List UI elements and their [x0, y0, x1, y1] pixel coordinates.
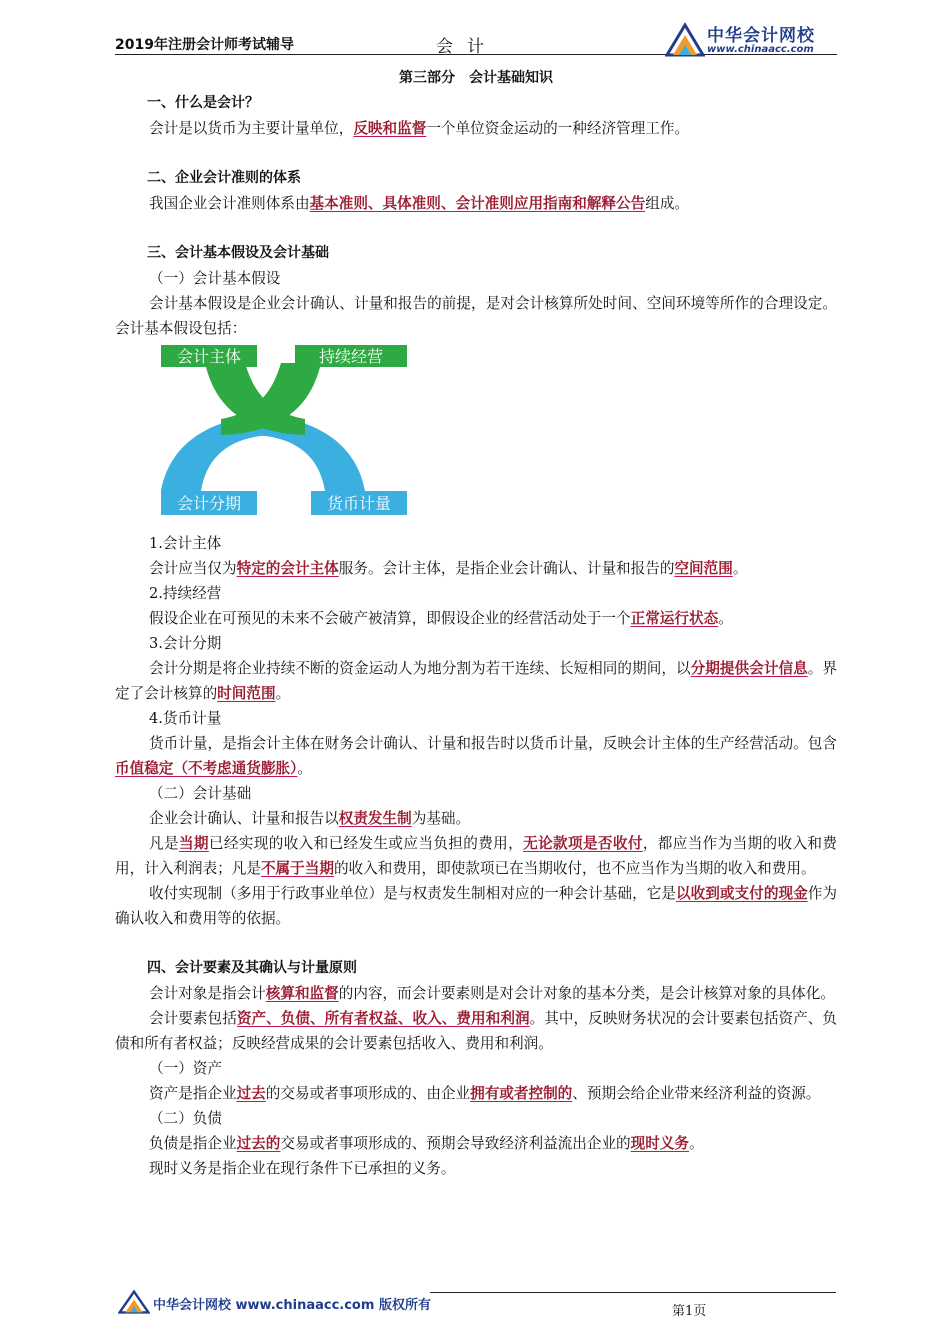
emphasis-text: 拥有或者控制的 [470, 1085, 573, 1102]
paragraph: 收付实现制（多用于行政事业单位）是与权责发生制相对应的一种会计基础，它是以收到或支付的现金作为确认收入和费用等的依据。 [115, 885, 837, 927]
label-bottom-right: 货币计量 [326, 494, 392, 513]
paragraph: 现时义务是指企业在现行条件下已承担的义务。 [149, 1160, 456, 1177]
logo-url: www.chinaacc.com [707, 44, 814, 55]
paragraph: 会计基本假设是企业会计确认、计量和报告的前提，是对会计核算所处时间、空间环境等所作的合理设定。会计基本假设包括： [115, 295, 837, 337]
label-top-right: 持续经营 [318, 347, 384, 366]
emphasis-text: 过去的 [236, 1135, 281, 1152]
paragraph: 会计应当仅为特定的会计主体服务。会计主体，是指企业会计确认、计量和报告的空间范围。 [149, 560, 748, 577]
footer-logo-icon [118, 1290, 150, 1314]
subsection-heading: （一）资产 [149, 1060, 222, 1077]
emphasis-text: 基本准则、具体准则、会计准则应用指南和解释公告 [309, 195, 646, 212]
emphasis-text: 正常运行状态 [630, 610, 719, 627]
assumptions-diagram-graphic [115, 341, 837, 531]
label-top-left: 会计主体 [176, 347, 242, 366]
paragraph: 会计是以货币为主要计量单位，反映和监督一个单位资金运动的一种经济管理工作。 [149, 120, 690, 137]
subsection-heading: （一）会计基本假设 [149, 270, 281, 287]
footer-rule [430, 1292, 836, 1293]
section-heading: 三、会计基本假设及会计基础 [147, 245, 329, 261]
page-number: 第1页 [672, 1304, 707, 1319]
logo-name: 中华会计网校 [707, 26, 815, 46]
section-heading: 二、企业会计准则的体系 [147, 170, 301, 186]
item-title: 1.会计主体 [149, 535, 222, 552]
paragraph: 企业会计确认、计量和报告以权责发生制为基础。 [149, 810, 471, 827]
paragraph: 会计分期是将企业持续不断的资金运动人为地分割为若干连续、长短相同的期间，以分期提供会计信息。界定了会计核算的时间范围。 [115, 660, 837, 702]
emphasis-text: 特定的会计主体 [236, 560, 339, 577]
label-bottom-left: 会计分期 [176, 494, 242, 513]
footer-copyright: 中华会计网校 www.chinaacc.com 版权所有 [153, 1298, 431, 1313]
emphasis-text: 当期 [178, 835, 209, 852]
emphasis-text: 资产、负债、所有者权益、收入、费用和利润 [236, 1010, 530, 1027]
emphasis-text: 权责发生制 [338, 810, 412, 827]
emphasis-text: 时间范围 [217, 685, 276, 702]
emphasis-text: 无论款项是否收付 [523, 835, 643, 852]
brand-logo [665, 19, 845, 61]
paragraph: 凡是当期已经实现的收入和已经发生或应当负担的费用，无论款项是否收付，都应当作为当期的收入和费用，计入利润表；凡是不属于当期的收入和费用，即使款项已在当期收付，也不应当作为当期的收入和费用。 [115, 835, 837, 877]
paragraph: 负债是指企业过去的交易或者事项形成的、预期会导致经济利益流出企业的现时义务。 [149, 1135, 704, 1152]
emphasis-text: 不属于当期 [260, 860, 334, 877]
paragraph: 会计要素包括资产、负债、所有者权益、收入、费用和利润。其中，反映财务状况的会计要素包括资产、负债和所有者权益；反映经营成果的会计要素包括收入、费用和利润。 [115, 1010, 837, 1052]
item-title: 3.会计分期 [149, 635, 222, 652]
header-course-title: 2019年注册会计师考试辅导 [115, 37, 294, 53]
paragraph: 会计对象是指会计核算和监督的内容，而会计要素则是对会计对象的基本分类，是会计核算对象的具体化。 [149, 985, 835, 1002]
section-heading: 一、什么是会计？ [147, 95, 259, 111]
paragraph: 资产是指企业过去的交易或者事项形成的、由企业拥有或者控制的、预期会给企业带来经济利益的资源。 [149, 1085, 821, 1102]
header-subject: 会计 [436, 37, 498, 57]
subsection-heading: （二）负债 [149, 1110, 222, 1127]
item-title: 4.货币计量 [149, 710, 222, 727]
emphasis-text: 分期提供会计信息 [690, 660, 808, 677]
subsection-heading: （二）会计基础 [149, 785, 252, 802]
logo-mark-icon [665, 19, 705, 59]
item-title: 2.持续经营 [149, 585, 222, 602]
paragraph: 我国企业会计准则体系由基本准则、具体准则、会计准则应用指南和解释公告组成。 [149, 195, 690, 212]
emphasis-text: 币值稳定（不考虑通货膨胀） [115, 760, 298, 777]
emphasis-text: 反映和监督 [353, 120, 427, 137]
emphasis-text: 核算和监督 [265, 985, 339, 1002]
emphasis-text: 现时义务 [630, 1135, 690, 1152]
paragraph: 货币计量，是指会计主体在财务会计确认、计量和报告时以货币计量，反映会计主体的生产经营活动。包含币值稳定（不考虑通货膨胀）。 [115, 735, 837, 777]
section-heading: 四、会计要素及其确认与计量原则 [147, 960, 357, 976]
emphasis-text: 空间范围 [674, 560, 733, 577]
part-title: 第三部分 会计基础知识 [399, 70, 553, 86]
paragraph: 假设企业在可预见的未来不会破产被清算，即假设企业的经营活动处于一个正常运行状态。 [149, 610, 733, 627]
document-body [115, 66, 837, 1181]
assumptions-diagram [115, 341, 837, 531]
emphasis-text: 以收到或支付的现金 [675, 885, 808, 902]
emphasis-text: 过去 [236, 1085, 266, 1102]
